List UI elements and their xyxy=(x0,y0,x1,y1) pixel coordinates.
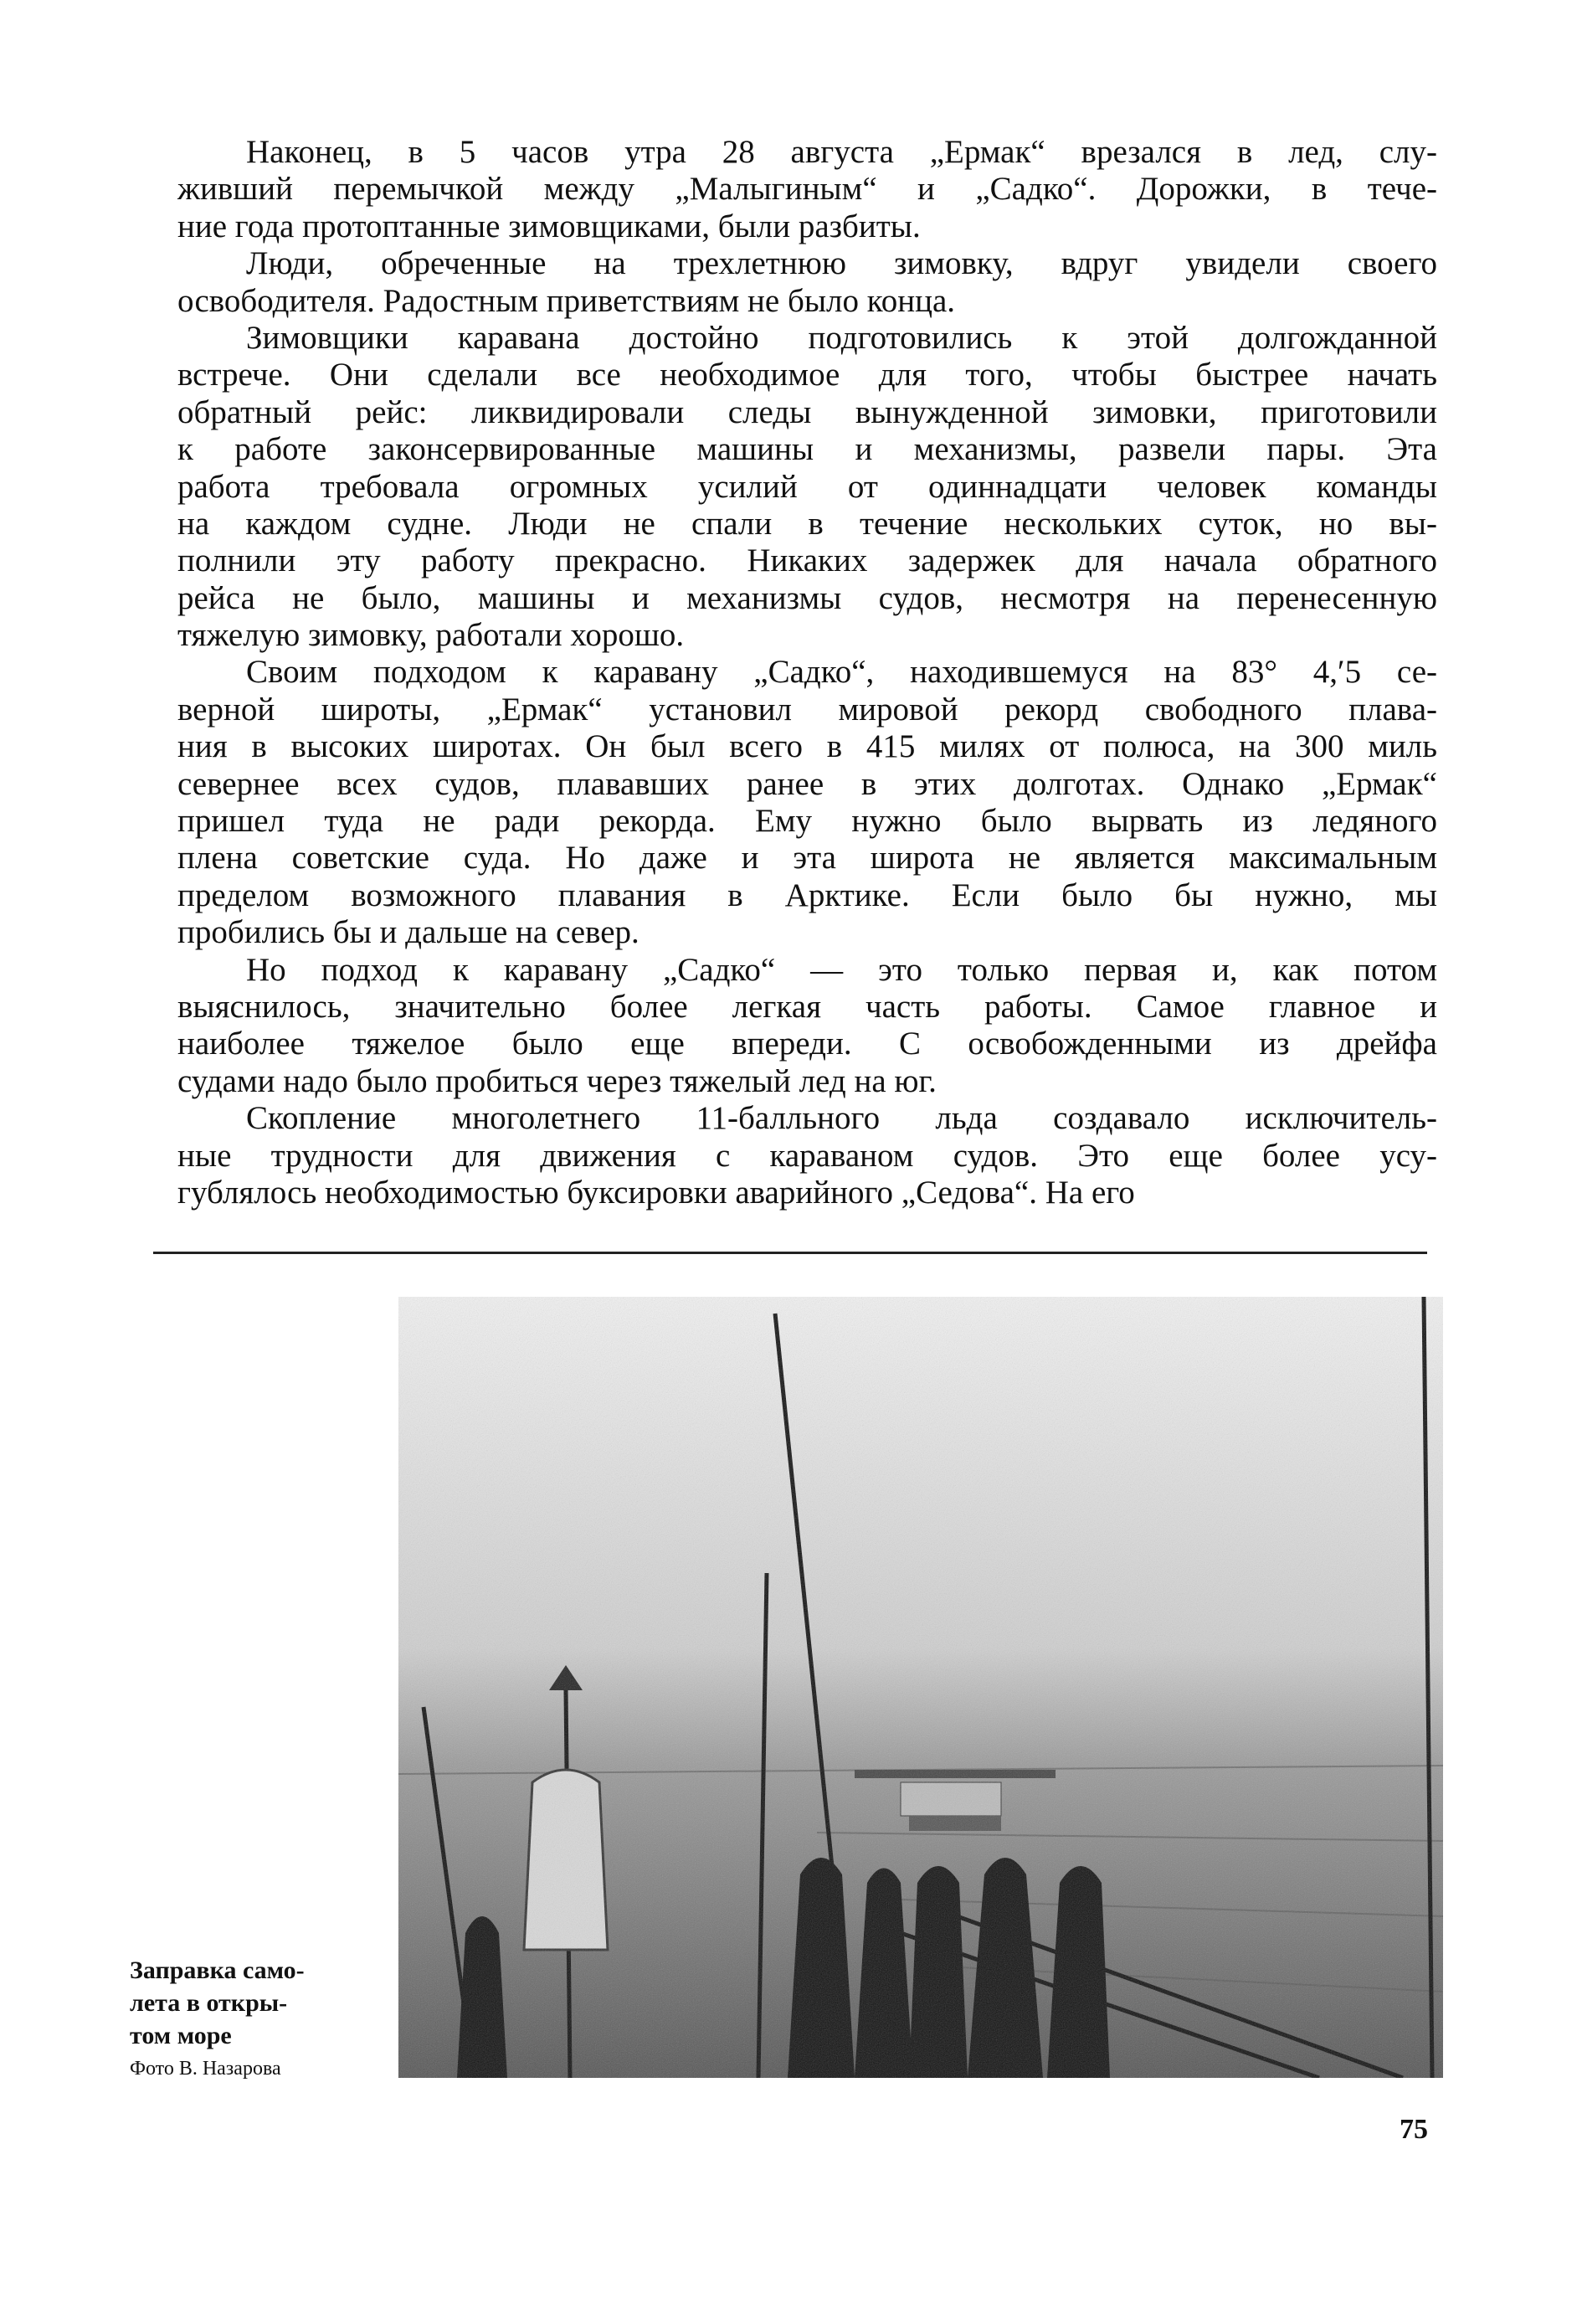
text-line: Люди, обреченные на трехлетнюю зимовку, вдруг увидели своего xyxy=(246,245,1437,282)
text-line: рейса не было, машины и механизмы судов, несмотря на перенесенную xyxy=(177,579,1437,616)
text-line: Но подход к каравану „Садко“ — это только первая и, как потом xyxy=(246,951,1437,988)
text-line: обратный рейс: ликвидировали следы вынужденной зимовки, приготовили xyxy=(177,393,1437,430)
text-line: на каждом судне. Люди не спали в течение нескольких суток, но вы- xyxy=(177,505,1437,542)
text-line: к работе законсервированные машины и механизмы, развели пары. Эта xyxy=(177,431,1437,468)
page-number: 75 xyxy=(1400,2114,1428,2145)
text-line: Скопление многолетнего 11-балльного льда создавало исключитель- xyxy=(246,1100,1437,1137)
text-line: плена советские суда. Но даже и эта широта не является максимальным xyxy=(177,840,1437,877)
text-line: пробились бы и дальше на север. xyxy=(177,914,639,951)
paragraph xyxy=(177,134,1437,245)
photo-credit: Фото В. Назарова xyxy=(130,2058,281,2080)
text-line: тяжелую зимовку, работали хорошо. xyxy=(177,617,685,654)
text-line: освободителя. Радостным приветствиям не было конца. xyxy=(177,282,956,319)
text-line: работа требовала огромных усилий от одиннадцати человек команды xyxy=(177,468,1437,505)
text-line: Наконец, в 5 часов утра 28 августа „Ермак“ врезался в лед, слу- xyxy=(246,134,1437,170)
text-line: ние года протоптанные зимовщиками, были разбиты. xyxy=(177,208,921,244)
text-line: живший перемычкой между „Малыгиным“ и „Садко“. Дорожки, в тече- xyxy=(177,171,1437,208)
paragraph xyxy=(177,320,1437,655)
paragraph xyxy=(177,1100,1437,1211)
photo-seaplane-refueling xyxy=(398,1297,1443,2078)
caption-line: лета в откры- xyxy=(130,1989,288,2017)
text-line: Зимовщики каравана достойно подготовились к этой долгожданной xyxy=(246,319,1437,356)
caption-line: том море xyxy=(130,2022,232,2049)
text-line: ные трудности для движения с караваном судов. Это еще более усу- xyxy=(177,1137,1437,1174)
text-line: верной широты, „Ермак“ установил мировой рекорд свободного плава- xyxy=(177,691,1437,728)
paragraph xyxy=(177,654,1437,951)
paragraph xyxy=(177,245,1437,320)
text-line: ния в высоких широтах. Он был всего в 415 милях от полюса, на 300 миль xyxy=(177,728,1437,765)
text-line: пришел туда не ради рекорда. Ему нужно было вырвать из ледяного xyxy=(177,803,1437,840)
text-line: полнили эту работу прекрасно. Никаких задержек для начала обратного xyxy=(177,542,1437,579)
text-line: Своим подходом к каравану „Садко“, находившемуся на 83° 4,′5 се- xyxy=(246,654,1437,691)
divider-rule xyxy=(153,1252,1427,1254)
text-line: гублялось необходимостью буксировки аварийного „Седова“. На его xyxy=(177,1174,1135,1211)
paragraph xyxy=(177,952,1437,1101)
text-line: пределом возможного плавания в Арктике. Если было бы нужно, мы xyxy=(177,877,1437,913)
body-text xyxy=(177,134,1437,1211)
caption-line: Заправка само- xyxy=(130,1956,305,1984)
text-line: встрече. Они сделали все необходимое для того, чтобы быстрее начать xyxy=(177,357,1437,393)
text-line: судами надо было пробиться через тяжелый лед на юг. xyxy=(177,1062,937,1099)
text-line: севернее всех судов, плававших ранее в этих долготах. Однако „Ермак“ xyxy=(177,765,1437,802)
figure-caption xyxy=(130,1954,381,2052)
text-line: наиболее тяжелое было еще впереди. С освобожденными из дрейфа xyxy=(177,1026,1437,1062)
text-line: выяснилось, значительно более легкая часть работы. Самое главное и xyxy=(177,988,1437,1025)
